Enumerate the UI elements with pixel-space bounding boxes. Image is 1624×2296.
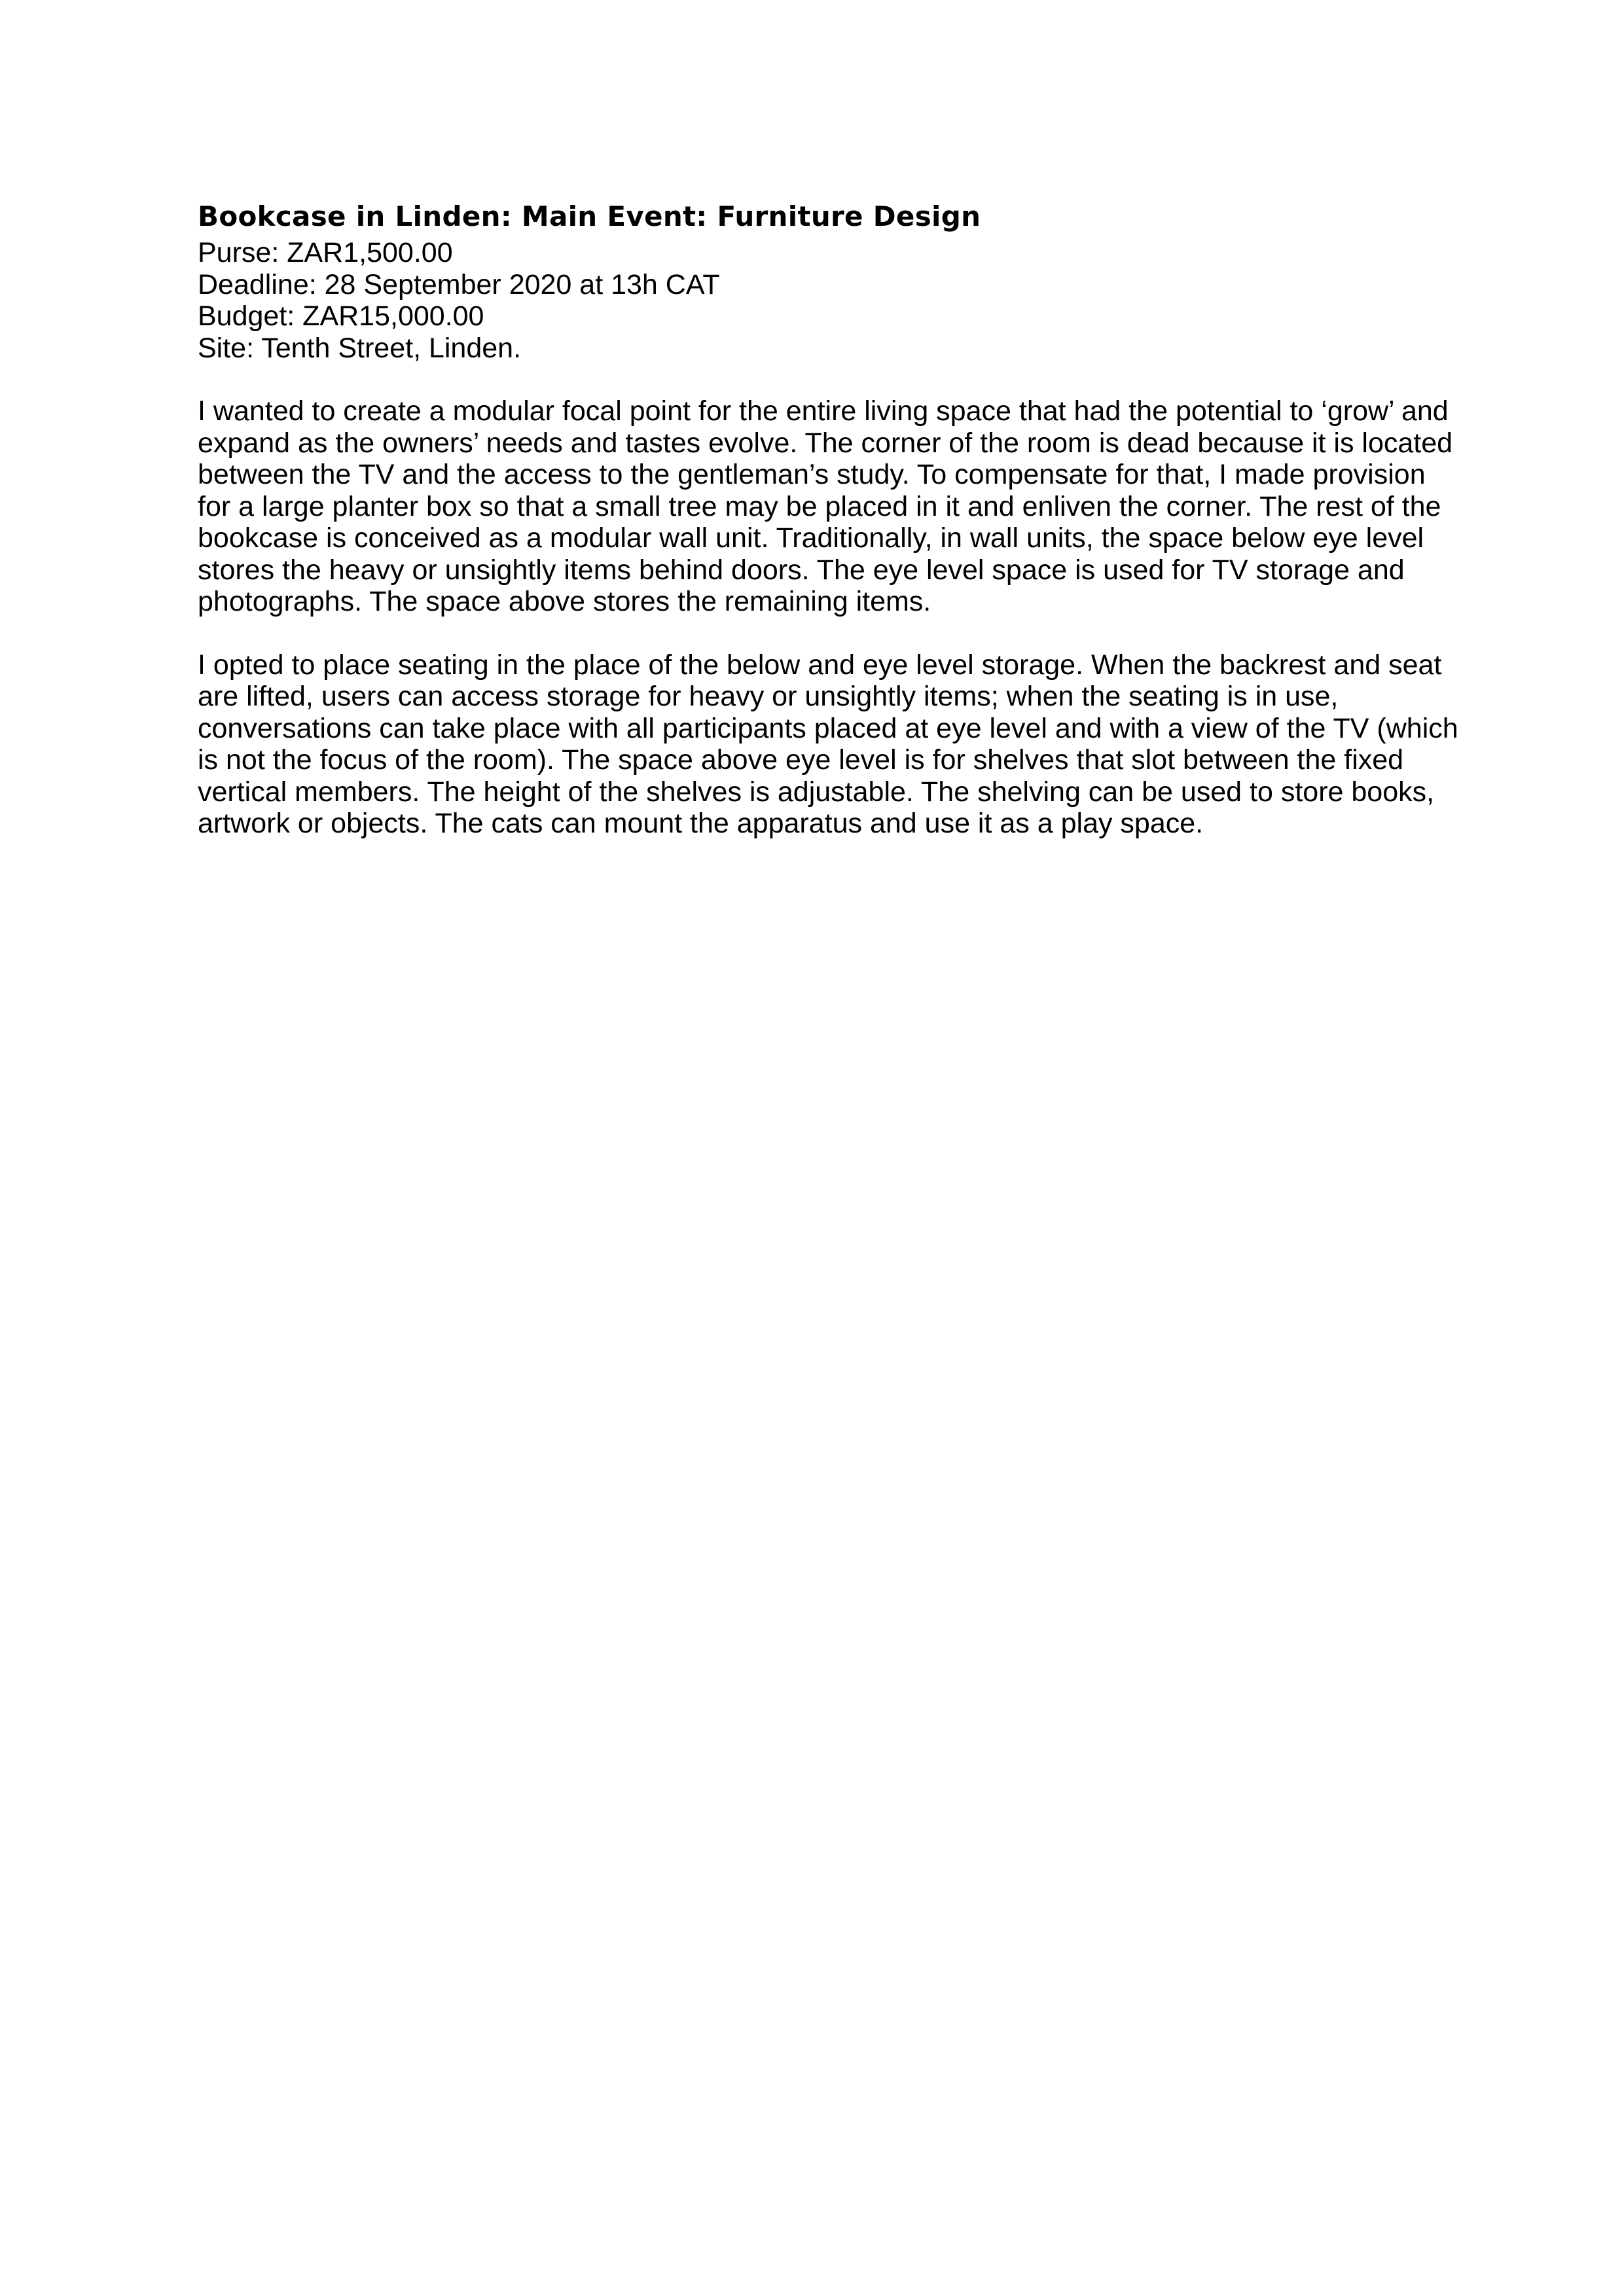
paragraph-2 [198,649,1458,840]
paragraph-line: is not the focus of the room). The space above eye level is for shelves that slot between the fixed [198,744,1404,776]
paragraph-line: are lifted, users can access storage for heavy or unsightly items; when the seating is in use, [198,681,1339,712]
budget-line: Budget: ZAR15,000.00 [198,300,484,332]
site-line: Site: Tenth Street, Linden. [198,332,522,364]
paragraph-line: I opted to place seating in the place of the below and eye level storage. When the backrest and seat [198,649,1442,681]
paragraph-line: between the TV and the access to the gentleman’s study. To compensate for that, I made provision [198,459,1426,490]
paragraph-line: conversations can take place with all participants placed at eye level and with a view of the TV (which [198,712,1458,744]
paragraph-line: vertical members. The height of the shelves is adjustable. The shelving can be used to store books, [198,776,1435,808]
paragraph-line: stores the heavy or unsightly items behind doors. The eye level space is used for TV storage and [198,554,1405,586]
paragraph-1 [198,395,1453,618]
paragraph-line: expand as the owners’ needs and tastes evolve. The corner of the room is dead because it is located [198,427,1453,459]
purse-line: Purse: ZAR1,500.00 [198,237,453,268]
document-title: Bookcase in Linden: Main Event: Furniture Design [198,200,981,232]
paragraph-line: for a large planter box so that a small tree may be placed in it and enliven the corner. The rest of the [198,490,1441,522]
deadline-line: Deadline: 28 September 2020 at 13h CAT [198,268,720,300]
document-content [198,196,1458,840]
meta-block [198,237,1441,364]
paragraph-line: I wanted to create a modular focal point for the entire living space that had the potential to ‘grow’ and [198,395,1449,427]
paragraph-line: bookcase is conceived as a modular wall unit. Traditionally, in wall units, the space below eye level [198,522,1424,554]
paragraph-line: artwork or objects. The cats can mount the apparatus and use it as a play space. [198,808,1204,839]
paragraph-line: photographs. The space above stores the remaining items. [198,586,931,617]
